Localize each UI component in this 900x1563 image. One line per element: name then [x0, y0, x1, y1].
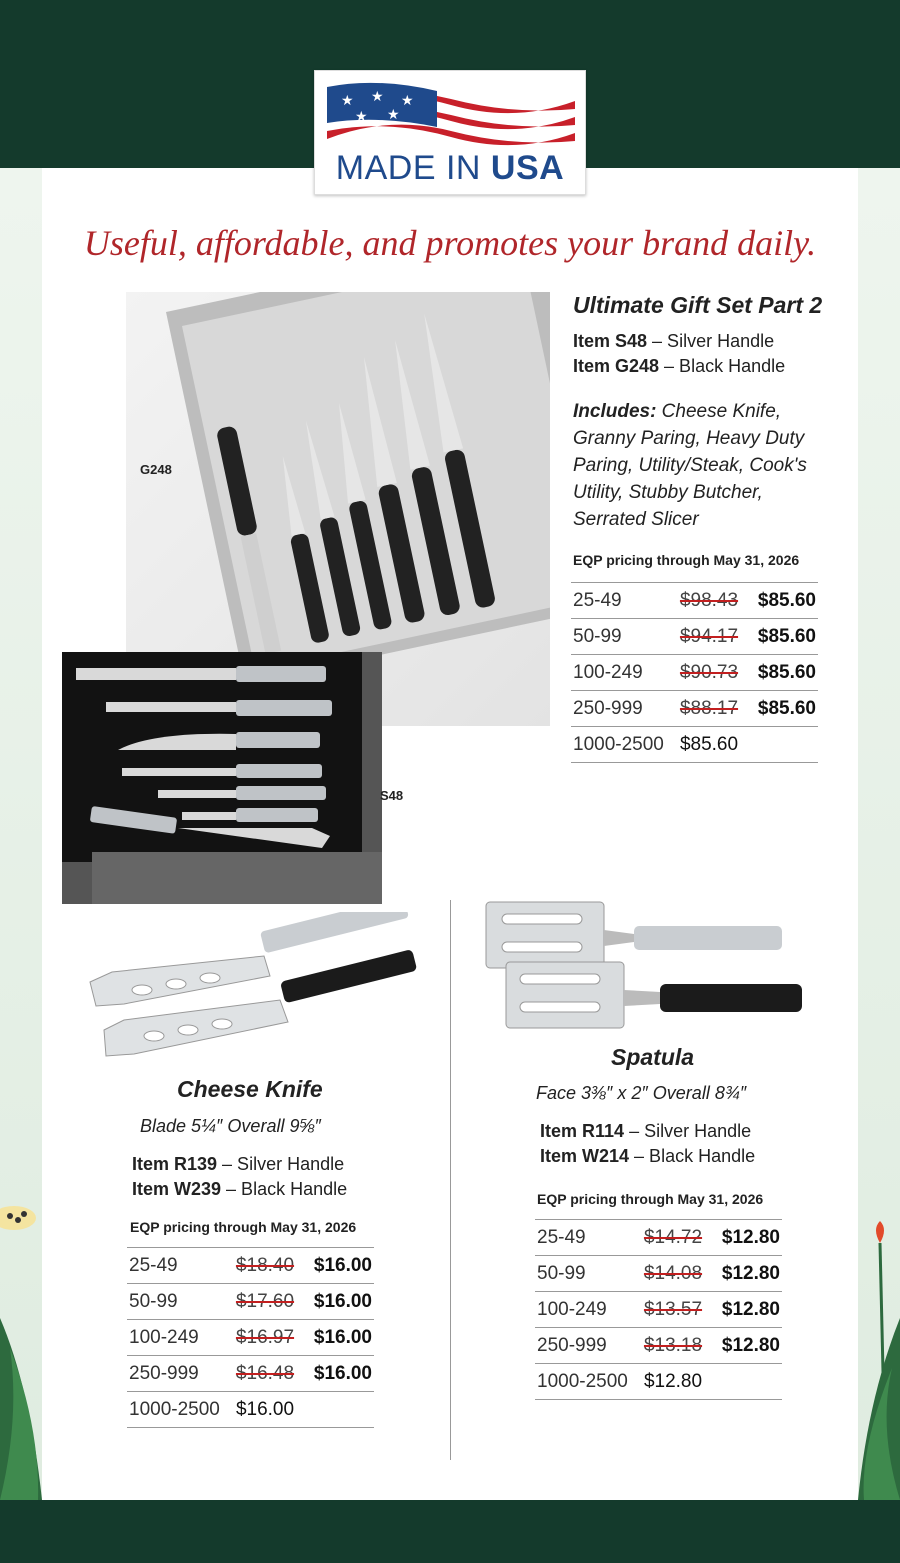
table-row: [127, 1248, 374, 1284]
gift-set-item-s48: Item S48 – Silver Handle: [573, 331, 775, 351]
price-old: $18.40: [234, 1248, 304, 1284]
price-new: $12.80: [712, 1220, 782, 1256]
cheese-knife-photo: [84, 912, 424, 1062]
column-divider: [450, 900, 451, 1460]
cheese-knife-title: Cheese Knife: [177, 1076, 323, 1102]
price-new: $16.00: [304, 1320, 374, 1356]
price-qty: 250-999: [535, 1328, 642, 1364]
gift-set-title: Ultimate Gift Set Part 2: [573, 292, 823, 318]
price-qty: 50-99: [127, 1284, 234, 1320]
table-row: [571, 619, 818, 655]
price-qty: 50-99: [535, 1256, 642, 1292]
table-row: [127, 1356, 374, 1392]
price-old: $16.97: [234, 1320, 304, 1356]
table-row: [535, 1364, 782, 1400]
svg-text:★: ★: [401, 92, 414, 108]
price-final: $85.60: [678, 727, 818, 763]
price-new: $12.80: [712, 1292, 782, 1328]
cheese-knife-eqp-heading: EQP pricing through May 31, 2026: [130, 1219, 357, 1235]
right-flower-icon: [858, 168, 900, 1500]
price-new: $16.00: [304, 1248, 374, 1284]
price-qty: 25-49: [127, 1248, 234, 1284]
tagline: Useful, affordable, and promotes your brand daily.: [83, 223, 817, 263]
price-new: $85.60: [748, 691, 818, 727]
table-row: [535, 1328, 782, 1364]
price-final: $12.80: [642, 1364, 782, 1400]
price-new: $16.00: [304, 1356, 374, 1392]
price-new: $12.80: [712, 1328, 782, 1364]
price-new: $16.00: [304, 1284, 374, 1320]
price-old: $90.73: [678, 655, 748, 691]
price-final: $16.00: [234, 1392, 374, 1428]
cheese-knife-item-r139: Item R139 – Silver Handle: [132, 1154, 345, 1174]
price-old: $16.48: [234, 1356, 304, 1392]
svg-text:★: ★: [355, 108, 368, 124]
s48-product-photo: [62, 652, 382, 904]
bottom-band: [0, 1500, 900, 1563]
right-floral-border: [858, 168, 900, 1500]
price-old: $98.43: [678, 583, 748, 619]
svg-text:★: ★: [341, 92, 354, 108]
spatula-eqp-heading: EQP pricing through May 31, 2026: [537, 1191, 764, 1207]
s48-photo-label: S48: [380, 788, 404, 803]
price-qty: 1000-2500: [571, 727, 678, 763]
table-row: [535, 1220, 782, 1256]
price-qty: 100-249: [535, 1292, 642, 1328]
price-old: $88.17: [678, 691, 748, 727]
table-row: [571, 655, 818, 691]
left-flower-icon: [0, 168, 42, 1500]
price-old: $17.60: [234, 1284, 304, 1320]
price-qty: 1000-2500: [535, 1364, 642, 1400]
price-qty: 250-999: [571, 691, 678, 727]
price-new: $85.60: [748, 655, 818, 691]
gift-set-includes: Includes: Cheese Knife, Granny Paring, Heavy Duty Paring, Utility/Steak, Cook's Utility, Stubby Butcher, Serrated Slicer: [573, 401, 807, 530]
spatula-item-r114: Item R114 – Silver Handle: [540, 1121, 752, 1141]
price-old: $94.17: [678, 619, 748, 655]
price-new: $85.60: [748, 619, 818, 655]
spatula-price-table: [535, 1219, 782, 1400]
price-old: $13.18: [642, 1328, 712, 1364]
table-row: [127, 1320, 374, 1356]
made-in-usa-text: MADE IN USA: [335, 149, 565, 187]
us-flag-icon: [327, 79, 575, 151]
table-row: [571, 691, 818, 727]
price-old: $13.57: [642, 1292, 712, 1328]
table-row: [535, 1256, 782, 1292]
price-qty: 50-99: [571, 619, 678, 655]
svg-text:★: ★: [371, 88, 384, 104]
table-row: [127, 1392, 374, 1428]
table-row: [571, 727, 818, 763]
gift-set-item-g248: Item G248 – Black Handle: [573, 356, 786, 376]
price-new: $85.60: [748, 583, 818, 619]
spatula-item-w214: Item W214 – Black Handle: [540, 1146, 756, 1166]
price-new: $12.80: [712, 1256, 782, 1292]
price-qty: 250-999: [127, 1356, 234, 1392]
svg-text:★: ★: [387, 106, 400, 122]
gift-set-price-table: [571, 582, 818, 763]
price-qty: 100-249: [127, 1320, 234, 1356]
g248-photo-label: G248: [140, 462, 172, 477]
cheese-knife-price-table: [127, 1247, 374, 1428]
gift-set-eqp-heading: EQP pricing through May 31, 2026: [573, 552, 800, 568]
table-row: [535, 1292, 782, 1328]
made-in-usa-badge: [314, 70, 586, 195]
price-qty: 25-49: [571, 583, 678, 619]
left-floral-border: [0, 168, 42, 1500]
table-row: [127, 1284, 374, 1320]
price-old: $14.08: [642, 1256, 712, 1292]
spatula-photo: [484, 900, 806, 1032]
price-qty: 25-49: [535, 1220, 642, 1256]
cheese-knife-dimensions: Blade 5¼″ Overall 9⅝″: [140, 1116, 321, 1136]
table-row: [571, 583, 818, 619]
cheese-knife-item-w239: Item W239 – Black Handle: [132, 1179, 348, 1199]
spatula-dimensions: Face 3⅜″ x 2″ Overall 8¾″: [536, 1083, 747, 1103]
spatula-title: Spatula: [611, 1044, 695, 1070]
price-qty: 1000-2500: [127, 1392, 234, 1428]
price-qty: 100-249: [571, 655, 678, 691]
price-old: $14.72: [642, 1220, 712, 1256]
